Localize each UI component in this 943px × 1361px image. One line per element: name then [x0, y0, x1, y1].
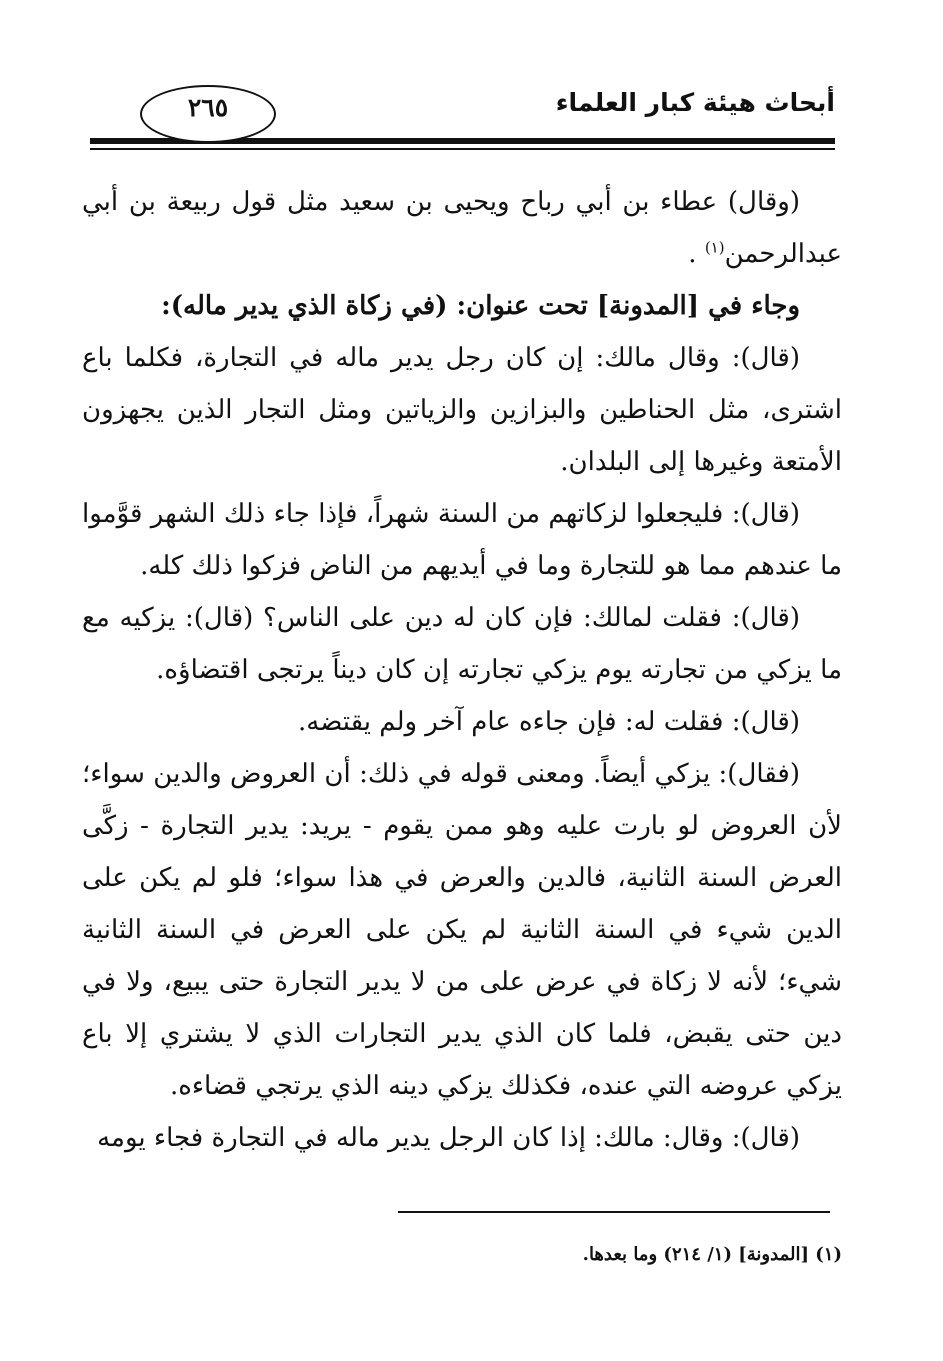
page-header — [90, 84, 835, 154]
paragraph-3: (قال): وقال مالك: إن كان رجل يدير ماله في التجارة، فكلما باع اشترى، مثل الحناطين والبزازين والزياتين ومثل التجار الذين يجهزون الأمتعة وغيرها إلى البلدان. — [82, 343, 842, 477]
paragraph-8: (قال): وقال: مالك: إذا كان الرجل يدير ماله في التجارة فجاء يومه — [97, 1123, 800, 1153]
running-header-title: أبحاث هيئة كبار العلماء — [555, 88, 835, 117]
paragraph-1-text: (وقال) عطاء بن أبي رباح ويحيى بن سعيد مثل قول ربيعة بن أبي عبدالرحمن — [82, 187, 842, 269]
paragraph-7: (فقال): يزكي أيضاً. ومعنى قوله في ذلك: أن العروض والدين سواء؛ لأن العروض لو بارت عليه وهو ممن يقوم - يريد: يدير التجارة - زكَّى العرض السنة الثانية، فالدين والعرض في هذا سواء؛ فلو لم يكن على الدين شيء في السنة الثانية لم يكن على العرض في السنة الثانية شيء؛ لأنه لا زكاة في عرض على من لا يدير التجارة حتى يبيع، ولا في دين حتى يقبض، فلما كان الذي يدير التجارات الذي لا يشتري إلا باع يزكي عروضه التي عنده، فكذلك يزكي دينه الذي يرتجي قضاءه. — [82, 759, 842, 1101]
main-text — [82, 176, 842, 1164]
footnote — [300, 1240, 842, 1270]
footnote-divider — [398, 1211, 830, 1213]
paragraph-6: (قال): فقلت له: فإن جاءه عام آخر ولم يقتضه. — [298, 707, 800, 737]
page-number-oval — [140, 85, 276, 143]
header-thin-rule — [90, 148, 835, 150]
page-number: ٢٦٥ — [187, 92, 229, 122]
paragraph-4: (قال): فليجعلوا لزكاتهم من السنة شهراً، فإذا جاء ذلك الشهر قوَّموا ما عندهم مما هو للتجارة وما في أيديهم من الناض فزكوا ذلك كله. — [82, 499, 842, 581]
paragraph-5: (قال): فقلت لمالك: فإن كان له دين على الناس؟ (قال): يزكيه مع ما يزكي من تجارته يوم يزكي تجارته إن كان ديناً يرتجى اقتضاؤه. — [82, 603, 842, 685]
footnote-text: [المدونة] (١/ ٢١٤) وما بعدها. — [582, 1244, 809, 1265]
paragraph-1 — [82, 176, 842, 280]
footnote-number: (١) — [815, 1244, 842, 1265]
paragraph-2: وجاء في [المدونة] تحت عنوان: (في زكاة الذي يدير ماله): — [161, 291, 800, 321]
paragraph-1-end: . — [688, 239, 705, 269]
footnote-reference: (١) — [704, 238, 725, 257]
